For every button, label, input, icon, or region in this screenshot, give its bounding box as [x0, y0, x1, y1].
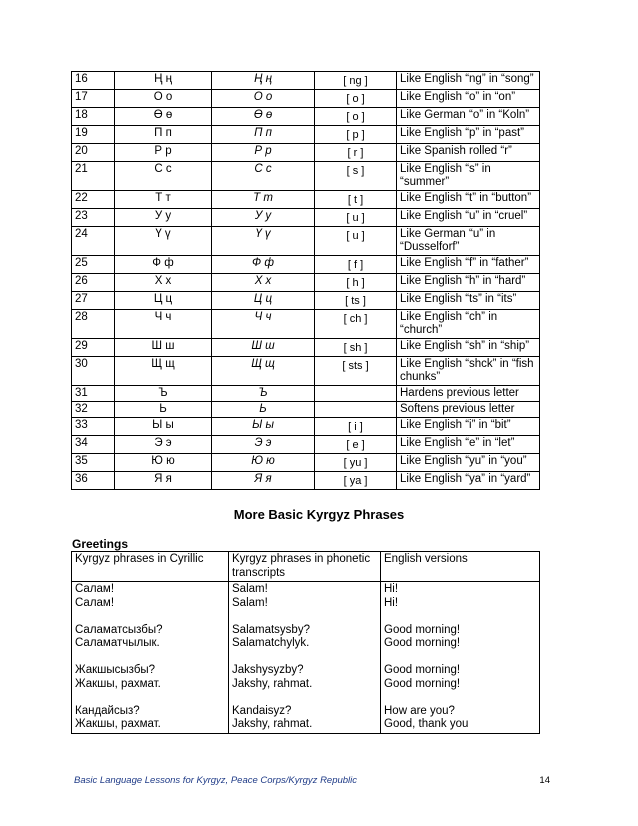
phrase-line: Саламатсызбы?: [75, 623, 163, 636]
description: Hardens previous letter: [397, 386, 540, 402]
phonetic-text: [ t ]: [347, 194, 364, 206]
letter-upright: Х х: [115, 274, 212, 292]
row-number: 35: [72, 454, 115, 472]
section-title: More Basic Kyrgyz Phrases: [233, 507, 405, 522]
phrase-group: [232, 664, 377, 691]
letter-italic: Т т: [212, 191, 315, 209]
alphabet-row: [72, 256, 540, 274]
phonetic-text: [ sh ]: [343, 342, 368, 354]
phonetic-column: [229, 582, 381, 734]
phrase-line: Hi!: [384, 583, 399, 595]
description: Like English “ng” in “song”: [397, 72, 540, 90]
phonetic-text: [ f ]: [347, 259, 364, 271]
phonetic-text: [ u ]: [346, 230, 365, 242]
letter-upright: Ь: [115, 402, 212, 418]
row-number: 19: [72, 126, 115, 144]
alphabet-row: [72, 162, 540, 191]
letter-italic: П п: [212, 126, 315, 144]
description: Like English “p” in “past”: [397, 126, 540, 144]
phrase-line: Кандайсыз?: [75, 704, 140, 717]
row-number: 21: [72, 162, 115, 191]
letter-upright: Ү ү: [115, 227, 212, 256]
description: Like English “i” in “bit”: [397, 418, 540, 436]
letter-upright: Ш ш: [115, 339, 212, 357]
alphabet-row: [72, 227, 540, 256]
phonetic: [315, 339, 397, 357]
phonetic: [315, 436, 397, 454]
row-number: 22: [72, 191, 115, 209]
phrase-line: Саламатчылык.: [75, 637, 160, 649]
letter-upright: Щ щ: [115, 357, 212, 386]
alphabet-row: [72, 454, 540, 472]
description: Like German “o” in “Koln”: [397, 108, 540, 126]
alphabet-row: [72, 386, 540, 402]
alphabet-row: [72, 209, 540, 227]
letter-upright: Ң ң: [115, 72, 212, 90]
row-number: 24: [72, 227, 115, 256]
phrase-group: [384, 583, 536, 610]
row-number: 16: [72, 72, 115, 90]
phrases-body-row: [72, 582, 540, 734]
description: Like English “s” in “summer”: [397, 162, 540, 191]
phonetic-text: [ e ]: [346, 439, 365, 451]
phonetic-text: [ yu ]: [343, 457, 368, 469]
letter-italic: Ь: [212, 402, 315, 418]
phonetic: [315, 227, 397, 256]
letter-italic: У у: [212, 209, 315, 227]
description: Like English “sh” in “ship”: [397, 339, 540, 357]
description: Like English “yu” in “you”: [397, 454, 540, 472]
phrase-group: [75, 624, 225, 651]
cyrillic-column: [72, 582, 229, 734]
phonetic-text: [ p ]: [346, 129, 365, 141]
description: Like English “f” in “father”: [397, 256, 540, 274]
letter-italic: Ы ы: [212, 418, 315, 436]
description: Like Spanish rolled “r”: [397, 144, 540, 162]
letter-italic: Ү ү: [212, 227, 315, 256]
row-number: 29: [72, 339, 115, 357]
letter-upright: Ф ф: [115, 256, 212, 274]
alphabet-row: [72, 310, 540, 339]
phrase-group: [384, 624, 536, 651]
header-english: English versions: [381, 552, 540, 582]
phonetic: [315, 126, 397, 144]
letter-upright: Р р: [115, 144, 212, 162]
phonetic: [315, 162, 397, 191]
phrase-line: Jakshy, rahmat.: [232, 718, 313, 730]
row-number: 28: [72, 310, 115, 339]
description: Like English “e” in “let”: [397, 436, 540, 454]
alphabet-row: [72, 418, 540, 436]
phrase-line: Жакшы, рахмат.: [75, 718, 161, 730]
phrase-group: [384, 664, 536, 691]
phonetic: [315, 191, 397, 209]
phrase-line: Good morning!: [384, 637, 461, 649]
letter-italic: Ц ц: [212, 292, 315, 310]
letter-upright: Э э: [115, 436, 212, 454]
letter-italic: Х х: [212, 274, 315, 292]
phrase-group: [232, 583, 377, 610]
row-number: 31: [72, 386, 115, 402]
phonetic: [315, 72, 397, 90]
letter-upright: У у: [115, 209, 212, 227]
phonetic-text: [ o ]: [346, 111, 365, 123]
row-number: 20: [72, 144, 115, 162]
page-number: 14: [539, 775, 550, 786]
row-number: 32: [72, 402, 115, 418]
letter-upright: Ю ю: [115, 454, 212, 472]
letter-italic: Ъ: [212, 386, 315, 402]
phonetic-text: [ ng ]: [343, 75, 368, 87]
letter-upright: Т т: [115, 191, 212, 209]
letter-italic: Щ щ: [212, 357, 315, 386]
description: Like English “o” in “on”: [397, 90, 540, 108]
phrase-line: Good morning!: [384, 664, 461, 676]
phrase-line: Жакшысызбы?: [75, 664, 156, 676]
footer-title: Basic Language Lessons for Kyrgyz, Peace Corps/Kyrgyz Republic: [74, 775, 358, 786]
phrase-line: Good morning!: [384, 677, 461, 690]
letter-upright: Ы ы: [115, 418, 212, 436]
phrase-line: Жакшы, рахмат.: [75, 677, 161, 690]
phrase-line: Hi!: [384, 596, 399, 609]
phrase-group: [75, 583, 225, 610]
phonetic: [315, 454, 397, 472]
phonetic-text: [ ts ]: [345, 295, 366, 307]
letter-upright: С с: [115, 162, 212, 191]
phonetic-text: [ ch ]: [343, 313, 368, 325]
description: Like English “h” in “hard”: [397, 274, 540, 292]
alphabet-row: [72, 126, 540, 144]
row-number: 34: [72, 436, 115, 454]
alphabet-table-body: [72, 72, 540, 490]
phrase-group: [232, 705, 377, 732]
phonetic: [315, 292, 397, 310]
phrase-line: Salamatchylyk.: [232, 637, 310, 649]
phonetic-text: [ s ]: [346, 165, 365, 177]
alphabet-row: [72, 339, 540, 357]
letter-italic: Ң ң: [212, 72, 315, 90]
phrases-table: [71, 551, 540, 734]
phrase-line: Jakshysyzby?: [232, 664, 304, 676]
row-number: 27: [72, 292, 115, 310]
phonetic-text: [ r ]: [347, 147, 364, 159]
header-phonetic: Kyrgyz phrases in phonetic transcripts: [229, 552, 381, 582]
row-number: 25: [72, 256, 115, 274]
letter-italic: О о: [212, 90, 315, 108]
letter-upright: П п: [115, 126, 212, 144]
phonetic-text: [ sts ]: [342, 360, 369, 372]
row-number: 36: [72, 472, 115, 490]
phrase-group: [232, 624, 377, 651]
letter-upright: Ө ө: [115, 108, 212, 126]
letter-upright: Ц ц: [115, 292, 212, 310]
alphabet-row: [72, 90, 540, 108]
alphabet-row: [72, 72, 540, 90]
letter-italic: Ш ш: [212, 339, 315, 357]
description: Like English “ch” in “church”: [397, 310, 540, 339]
letter-upright: О о: [115, 90, 212, 108]
greetings-label: Greetings: [72, 537, 129, 551]
alphabet-row: [72, 144, 540, 162]
phonetic: [315, 274, 397, 292]
letter-upright: Ч ч: [115, 310, 212, 339]
english-column: [381, 582, 540, 734]
description: Like German “u” in “Dusselforf”: [397, 227, 540, 256]
row-number: 23: [72, 209, 115, 227]
description: Like English “ya” in “yard”: [397, 472, 540, 490]
description: Like English “shck” in “fish chunks”: [397, 357, 540, 386]
alphabet-row: [72, 108, 540, 126]
alphabet-row: [72, 292, 540, 310]
phonetic: [315, 402, 397, 418]
phonetic: [315, 386, 397, 402]
phrase-line: Jakshy, rahmat.: [232, 677, 313, 690]
description: Like English “u” in “cruel”: [397, 209, 540, 227]
phrase-line: Good, thank you: [384, 718, 469, 730]
alphabet-row: [72, 402, 540, 418]
row-number: 33: [72, 418, 115, 436]
phrases-header-row: [72, 552, 540, 582]
letter-italic: Ч ч: [212, 310, 315, 339]
phrase-group: [75, 664, 225, 691]
phrase-line: Салам!: [75, 596, 115, 609]
letter-upright: Ъ: [115, 386, 212, 402]
phonetic: [315, 90, 397, 108]
phonetic: [315, 472, 397, 490]
row-number: 30: [72, 357, 115, 386]
alphabet-row: [72, 274, 540, 292]
letter-italic: Ф ф: [212, 256, 315, 274]
phrase-line: Good morning!: [384, 623, 461, 636]
phonetic-text: [ ya ]: [343, 475, 368, 487]
alphabet-row: [72, 472, 540, 490]
phrase-line: How are you?: [384, 704, 455, 717]
phonetic-text: [ u ]: [346, 212, 365, 224]
letter-italic: Ю ю: [212, 454, 315, 472]
alphabet-row: [72, 191, 540, 209]
phonetic: [315, 144, 397, 162]
phonetic-text: [ i ]: [348, 421, 363, 433]
phrase-line: Kandaisyz?: [232, 704, 292, 717]
phrase-line: Salam!: [232, 583, 268, 595]
letter-italic: С с: [212, 162, 315, 191]
phonetic-text: [ o ]: [346, 93, 365, 105]
phonetic: [315, 357, 397, 386]
header-cyrillic: Kyrgyz phrases in Cyrillic: [72, 552, 229, 582]
letter-italic: Э э: [212, 436, 315, 454]
description: Softens previous letter: [397, 402, 540, 418]
phonetic: [315, 209, 397, 227]
letter-italic: Ө ө: [212, 108, 315, 126]
letter-italic: Я я: [212, 472, 315, 490]
phonetic: [315, 418, 397, 436]
letter-italic: Р р: [212, 144, 315, 162]
phonetic: [315, 256, 397, 274]
row-number: 26: [72, 274, 115, 292]
row-number: 17: [72, 90, 115, 108]
description: Like English “t” in “button”: [397, 191, 540, 209]
alphabet-row: [72, 436, 540, 454]
phrase-line: Салам!: [75, 583, 115, 595]
description: Like English “ts” in “its”: [397, 292, 540, 310]
row-number: 18: [72, 108, 115, 126]
phrase-group: [384, 705, 536, 732]
phrase-line: Salamatsysby?: [232, 623, 310, 636]
phrase-line: Salam!: [232, 596, 268, 609]
phonetic-text: [ h ]: [346, 277, 365, 289]
phonetic: [315, 108, 397, 126]
alphabet-row: [72, 357, 540, 386]
phrase-group: [75, 705, 225, 732]
phonetic: [315, 310, 397, 339]
letter-upright: Я я: [115, 472, 212, 490]
alphabet-table: [71, 71, 540, 490]
